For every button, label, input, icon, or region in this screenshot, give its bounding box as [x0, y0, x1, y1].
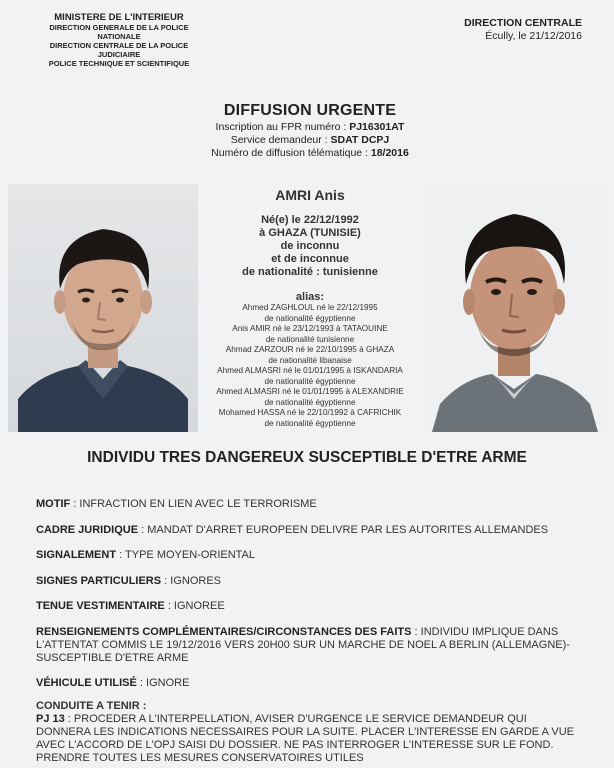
fpr-row [150, 121, 470, 134]
alias-line: Ahmed ALMASRI né le 01/01/1995 à ISKANDARIA [217, 366, 403, 375]
motif-value: : INFRACTION EN LIEN AVEC LE TERRORISME [70, 498, 317, 510]
danger-warning: INDIVIDU TRES DANGEREUX SUSCEPTIBLE D'ETRE ARME [87, 449, 527, 466]
alias-line: Mohamed HASSA né le 22/10/1992 à CAFRICHIK [218, 408, 402, 417]
alias-line: de nationalité tunisienne [265, 334, 355, 344]
alias-line: de nationalité égyptienne [264, 313, 356, 323]
alias-line: de nationalité libanaise [268, 355, 352, 365]
suspect-identity [198, 187, 422, 304]
conduite-label: CONDUITE A TENIR : [36, 700, 147, 712]
ministry-name: MINISTERE DE L'INTERIEUR [54, 12, 184, 23]
diffusion-header [150, 101, 470, 160]
place-date: Écully, le 21/12/2016 [485, 30, 582, 42]
vehicule-label: VÉHICULE UTILISÉ [36, 677, 137, 689]
alias-list [198, 303, 422, 429]
document-title: DIFFUSION URGENTE [223, 102, 397, 119]
suspect-photo-left [8, 184, 198, 432]
pts-name: POLICE TECHNIQUE ET SCIENTIFIQUE [48, 59, 190, 68]
field-signalement [36, 549, 584, 562]
alias-line: de nationalité égyptienne [264, 418, 356, 428]
service-row [150, 134, 470, 147]
signalement-value: : TYPE MOYEN-ORIENTAL [116, 549, 256, 561]
field-conduite [36, 700, 584, 765]
nationality: de nationalité : tunisienne [242, 266, 378, 278]
diffusion-row [150, 147, 470, 160]
signalement-label: SIGNALEMENT [36, 549, 117, 561]
field-motif [36, 498, 584, 511]
tenue-value: : IGNOREE [164, 600, 225, 612]
suspect-name: AMRI Anis [275, 187, 345, 203]
birth-date: Né(e) le 22/12/1992 [261, 214, 359, 226]
field-signes-particuliers [36, 575, 584, 588]
father-name: de inconnu [280, 240, 340, 252]
dgpn-name: DIRECTION GENERALE DE LA POLICE NATIONALE [49, 23, 189, 41]
cadre-label: CADRE JURIDIQUE [36, 523, 139, 536]
pj13-label: PJ 13 [36, 713, 65, 725]
pj13-value: : PROCEDER A L'INTERPELLATION, AVISER D'URGENCE LE SERVICE DEMANDEUR QUI DONNERA LES INDICATIONS NECESSAIRES POUR LA SUITE. PLACER L'INTERESSE EN GARDE A VUE AVEC L'ACCORD DE L'OPJ SAISI DU DOSSIER. NE PAS INTERROGER L'INTERESSE SUR LE FOND. PRENDRE TOUTES LES MESURES CONSERVATOIRES UTILES [36, 713, 574, 764]
renseignements-label: RENSEIGNEMENTS COMPLÉMENTAIRES/CIRCONSTANCES DES FAITS [36, 625, 412, 638]
motif-label: MOTIF [36, 498, 71, 510]
service-label: Service demandeur : [230, 134, 331, 146]
alias-line: de nationalité égyptienne [264, 397, 356, 407]
diffusion-value: 18/2016 [370, 147, 409, 159]
field-renseignements [36, 626, 584, 665]
renseignements-value: : INDIVIDU IMPLIQUE DANS L'ATTENTAT COMMIS LE 19/12/2016 VERS 20H00 SUR UN MARCHE DE NOEL A BERLIN (ALLEMAGNE)- SUSCEPTIBLE D'ETRE ARME [36, 625, 570, 664]
fpr-label: Inscription au FPR numéro : [215, 121, 350, 133]
alias-heading: alias: [295, 291, 325, 303]
issuing-place-date [464, 17, 582, 43]
field-vehicule [36, 677, 584, 690]
signes-label: SIGNES PARTICULIERS [36, 574, 162, 587]
diffusion-label: Numéro de diffusion télématique : [211, 147, 371, 159]
suspect-photo-right [422, 184, 606, 432]
vehicule-value: : IGNORE [136, 677, 190, 689]
field-cadre-juridique [36, 524, 584, 537]
service-value: SDAT DCPJ [330, 134, 390, 146]
alias-line: Ahmed ZAGHLOUL né le 22/12/1995 [242, 303, 378, 312]
field-tenue-vestimentaire [36, 600, 584, 613]
alias-line: de nationalité égyptienne [264, 376, 356, 386]
cadre-value: : MANDAT D'ARRET EUROPEEN DELIVRE PAR LES AUTORITES ALLEMANDES [138, 523, 549, 536]
signes-value: : IGNORES [161, 574, 221, 587]
dcpj-name: DIRECTION CENTRALE DE LA POLICE JUDICIAIRE [49, 41, 189, 59]
alias-line: Ahmed ALMASRI né le 01/01/1995 à ALEXANDRIE [216, 387, 404, 396]
direction-centrale: DIRECTION CENTRALE [464, 17, 582, 29]
fpr-value: PJ16301AT [349, 121, 405, 133]
mother-name: et de inconnue [271, 253, 349, 265]
birth-place: à GHAZA (TUNISIE) [259, 227, 361, 239]
notice-fields [36, 498, 584, 768]
issuing-authority [34, 12, 204, 68]
alias-line: Anis AMIR né le 23/12/1993 à TATAOUINE [232, 324, 388, 333]
tenue-label: TENUE VESTIMENTAIRE [36, 600, 165, 612]
alias-line: Ahmad ZARZOUR né le 22/10/1995 à GHAZA [225, 345, 395, 354]
